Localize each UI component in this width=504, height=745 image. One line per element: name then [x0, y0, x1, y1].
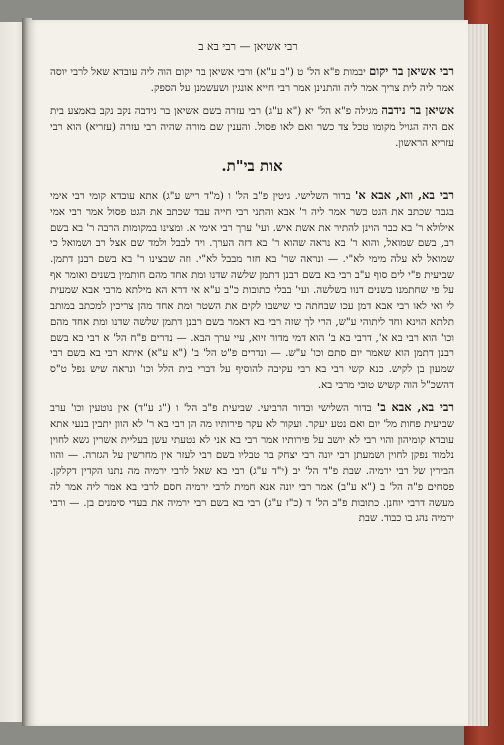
entry-heading: רבי אשיאן בר יקום	[369, 64, 454, 78]
entry-ashiyan-bar-nidbah	[50, 103, 454, 151]
entry-text: יבמות פ"א הל' ט ("ב ע"א) ורבי אשיאן בר יקום הוה ליה עובדא שאל לרבי יוסה אמר ליה לית צריך אמר ליה והתנינן אמר רבי חייא אונגין ושעשמנן על הספק.	[50, 66, 454, 94]
running-head: רבי אשיאן — רבי בא ב	[198, 40, 298, 53]
entry-text: בדור השלישי ובדור הרביעי. שביעית פ"ב הל' ו ("ג ע"ד) אין נוטעין וכו' ערב שביעית פחות מל' יום ואם נטע יעקר. ועקור לא עקר פירותיו מה הן רבי בא ר' לא הוון יתבין בנעי אתא עובדא קומיהון והוי רבי לא יושב על פירותיו אמר רבי בא אני לא נטעתי עשן בעליית אשרין גשא לחוין נלמוד נפקן לחוין ושמעתן רבי יונה רבי יצחק בר טבליו בשם רבי לעזר אין מחרשין על הגזרה. — והוו הבירין של רבי ירמיה. שבת פ"ד הל' יב (י"ד ע"ג) רבי בא שאל לרבי ירמיה מה נתנו הקדין דקלקן. פסחים פ"ה הל' ב ("א ע"ב) אמר רבי יונה אנא חמית לרבי ירמיה חסם לרבי בא אמר ליה אמר לה מעשה דרבי יוחנן. כתובות פ"ב הל' ד (כ"ז ע"ג) רבי בא בשם רבי ירמיה את בעדי סימנים בן. — ורבי ירמיה נהג בו כבוד. שבת	[50, 402, 454, 525]
page-stack-edge	[466, 24, 489, 726]
entry-text: בדור השלישי. גיטין פ"ב הל' ו (מ"ד ריש ע"ג) אתא עובדא קומי רבי אימי בגבר שכתב את הגט כשר אמר ליה ר' אבא והתני רבי חייה עבד שכתב את הגט פסול אמר רבי אמי אילולא ר' בא כבר הוינן להתיר את אשת איש. ועי' ערך רבי אימי א. ומצינו במקומות הרבה ר' בא בשם רב, בשם שמואל, והוא ר' בא נראה שהוא ר' בא דזה הערך. ויד לבבל ולמד שם אצל רב ושמואל כי שמואל לא עלה מימי לא"י. — ונראה שר' בא חזר מבבל לא"י. וזה שבצינו ר' בא בשם רבנן דתמן. שביעית פ"י לים סוף ע"ב רבי בא בשם רבנן דתמן שלשה שדנו ומת אחד מהם חותמין בשנים ואומר אף על פי שחתמנו בשנים דנוו בשלשה. ועי' בבלי כתובות כ"ב ע"א אי דרא הא מילתא מרבי אבא שמעית לי ואי לאו רבי אבא דמן עכו שבחתה כי שישבו לקים את השטר ומת אחד מהן צריכין למכתב במותב תלתא הוינא וחד ליתוהי ע"ש, הרי לך שזה רבי בא דאמר בשם רבנן דתמן שלשה שדנו ומת אחד מהם וכו' הוא רבי בא א', דרבי בא ב' הוא דמי מדור זיוא, עיי ערך הבא. — נדרים פ"ח הל' א רבי בא בשם רבנן דתמן הוא שאמר יום סתם וכו' ע"ש. — ונדרים פ"ט הל' ב' ("א ע"א) איתא רבי בא בשם רבי שמעון בן לקיש. כנא קשי רבי בא רבי עקיבה להוסיף על דברי בית הלל וכו' ונראה שיש נפל ט"ס דהשכ"ל הוה קשיש טובי מרבי בא.	[50, 190, 454, 391]
entry-rabbi-ba-1	[50, 188, 454, 393]
entry-rabbi-ba-2	[50, 400, 454, 527]
page-body	[50, 64, 454, 527]
entry-heading: רבי בא, אבא ב'	[376, 400, 454, 415]
entry-heading: אשיאן בר נידבה	[381, 103, 455, 118]
entry-text: מגילה פ"א הל' יא ("א ע"ג) רבי עזרה בשם אשיאן בר נידבה נקב נקב באמצע בית אם היה הגויל מקומו טכל צד כשר ואם לאו פסול. והענין שם מורה שהיה רבי עזרה (עזריא) הוא רבי עזריא הראשון.	[50, 105, 454, 149]
entry-ashiyan-bar-yakum	[50, 64, 454, 96]
section-title: אות בי"ת.	[221, 156, 283, 175]
entry-heading: רבי בא, ווא, אבא א'	[354, 188, 454, 203]
book-page	[28, 20, 468, 726]
